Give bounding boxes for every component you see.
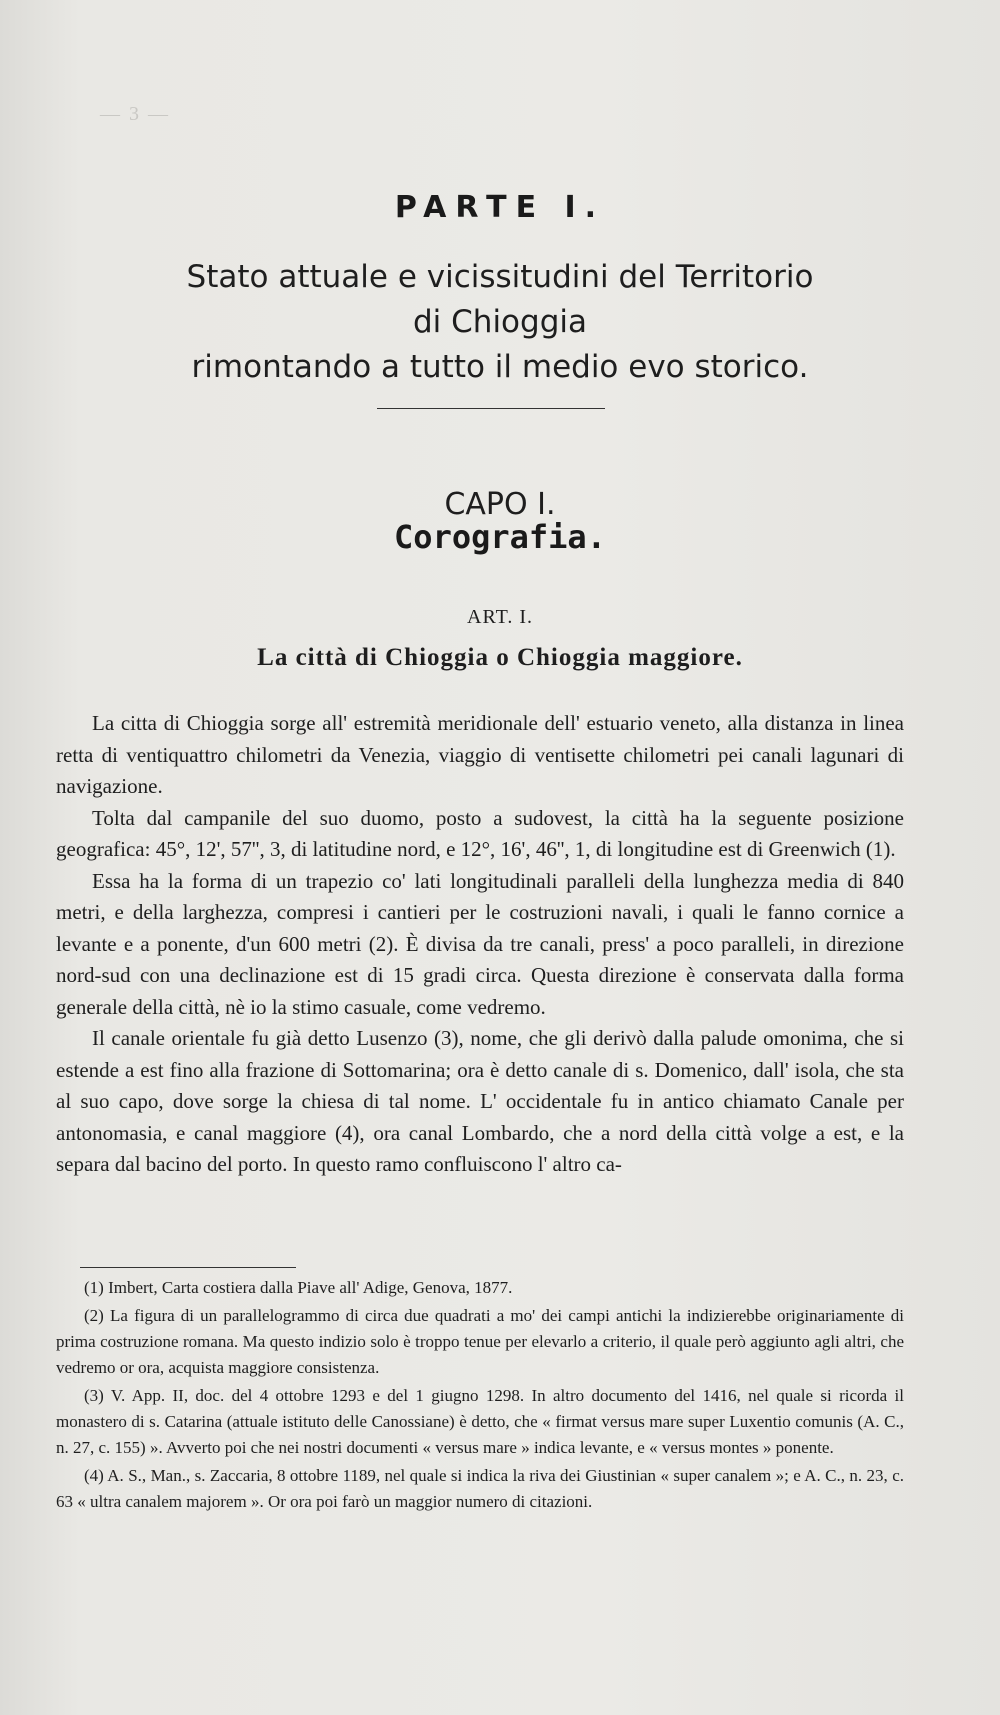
part-title: PARTE I. <box>394 190 606 225</box>
paragraph: Essa ha la forma di un trapezio co' lati longitudinali paralleli della lunghezza media di 840 metri, e della larghezza, compresi i cantieri per le costruzioni navali, i quali le fanno cornice a levante e a ponente, d'un 600 metri (2). È divisa da tre canali, press' a poco paralleli, in direzione nord-sud con una declinazione est di 15 gradi circa. Questa direzione è conservata dalla forma generale della città, nè io la stimo casuale, come vedremo. <box>56 868 904 1019</box>
divider-rule <box>377 408 605 409</box>
footnote: (2) La figura di un parallelogrammo di circa due quadrati a mo' dei campi antichi la indizierebbe originariamente di prima costruzione romana. Ma questo indizio solo è troppo tenue per elevarlo a criterio, il quale però aggiunto agli altri, che vedremo or ora, acquista maggiore consistenza. <box>56 1306 904 1377</box>
article-number: ART. I. <box>467 606 533 628</box>
footnote-rule <box>80 1267 296 1268</box>
chapter-title: Corografia. <box>394 518 606 556</box>
paragraph: Il canale orientale fu già detto Lusenzo (3), nome, che gli derivò dalla palude omonima, che si estende a est fino alla frazione di Sottomarina; ora è detto canale di s. Domenico, dall' isola, che sta al suo capo, dove sorge la chiesa di tal nome. L' occidentale fu in antico chiamato Canale per antonomasia, e canal maggiore (4), ora canal Lombardo, che a nord della città volge a est, e la separa dal bacino del porto. In questo ramo confluiscono l' altro ca- <box>56 1026 904 1176</box>
paragraph: Tolta dal campanile del suo duomo, posto a sudovest, la città ha la seguente posizione geografica: 45°, 12', 57'', 3, di latitudine nord, e 12°, 16', 46'', 1, di longitudine est di Greenwich (1). <box>56 805 904 861</box>
running-head: — 3 — <box>100 103 170 125</box>
subtitle-line-3: rimontando a tutto il medio evo storico. <box>191 349 809 385</box>
chapter-heading: CAPO I. <box>444 487 556 522</box>
subtitle-line-1: Stato attuale e vicissitudini del Territorio <box>186 259 814 295</box>
body-text <box>56 708 904 1181</box>
paragraph: La citta di Chioggia sorge all' estremità meridionale dell' estuario veneto, alla distanza in linea retta di ventiquattro chilometri da Venezia, viaggio di ventisette chilometri pei canali lagunari di navigazione. <box>56 711 904 798</box>
footnote: (1) Imbert, Carta costiera dalla Piave all' Adige, Genova, 1877. <box>84 1278 513 1297</box>
footnote: (4) A. S., Man., s. Zaccaria, 8 ottobre 1189, nel quale si indica la riva dei Giustinian « super canalem »; e A. C., n. 23, c. 63 « ultra canalem majorem ». Or ora poi farò un maggior numero di citazioni. <box>56 1466 904 1511</box>
footnote: (3) V. App. II, doc. del 4 ottobre 1293 e del 1 giugno 1298. In altro documento del 1416, nel quale si ricorda il monastero di s. Catarina (attuale istituto delle Canossiane) è detto, che « firmat versus mare super Luxentio comunis (A. C., n. 27, c. 155) ». Avverto poi che nei nostri documenti « versus mare » indica levante, e « versus montes » ponente. <box>56 1386 904 1457</box>
subtitle-line-2: di Chioggia <box>413 304 587 340</box>
article-title: La città di Chioggia o Chioggia maggiore. <box>257 644 743 671</box>
footnotes <box>56 1275 904 1517</box>
part-subtitle <box>0 255 1000 390</box>
